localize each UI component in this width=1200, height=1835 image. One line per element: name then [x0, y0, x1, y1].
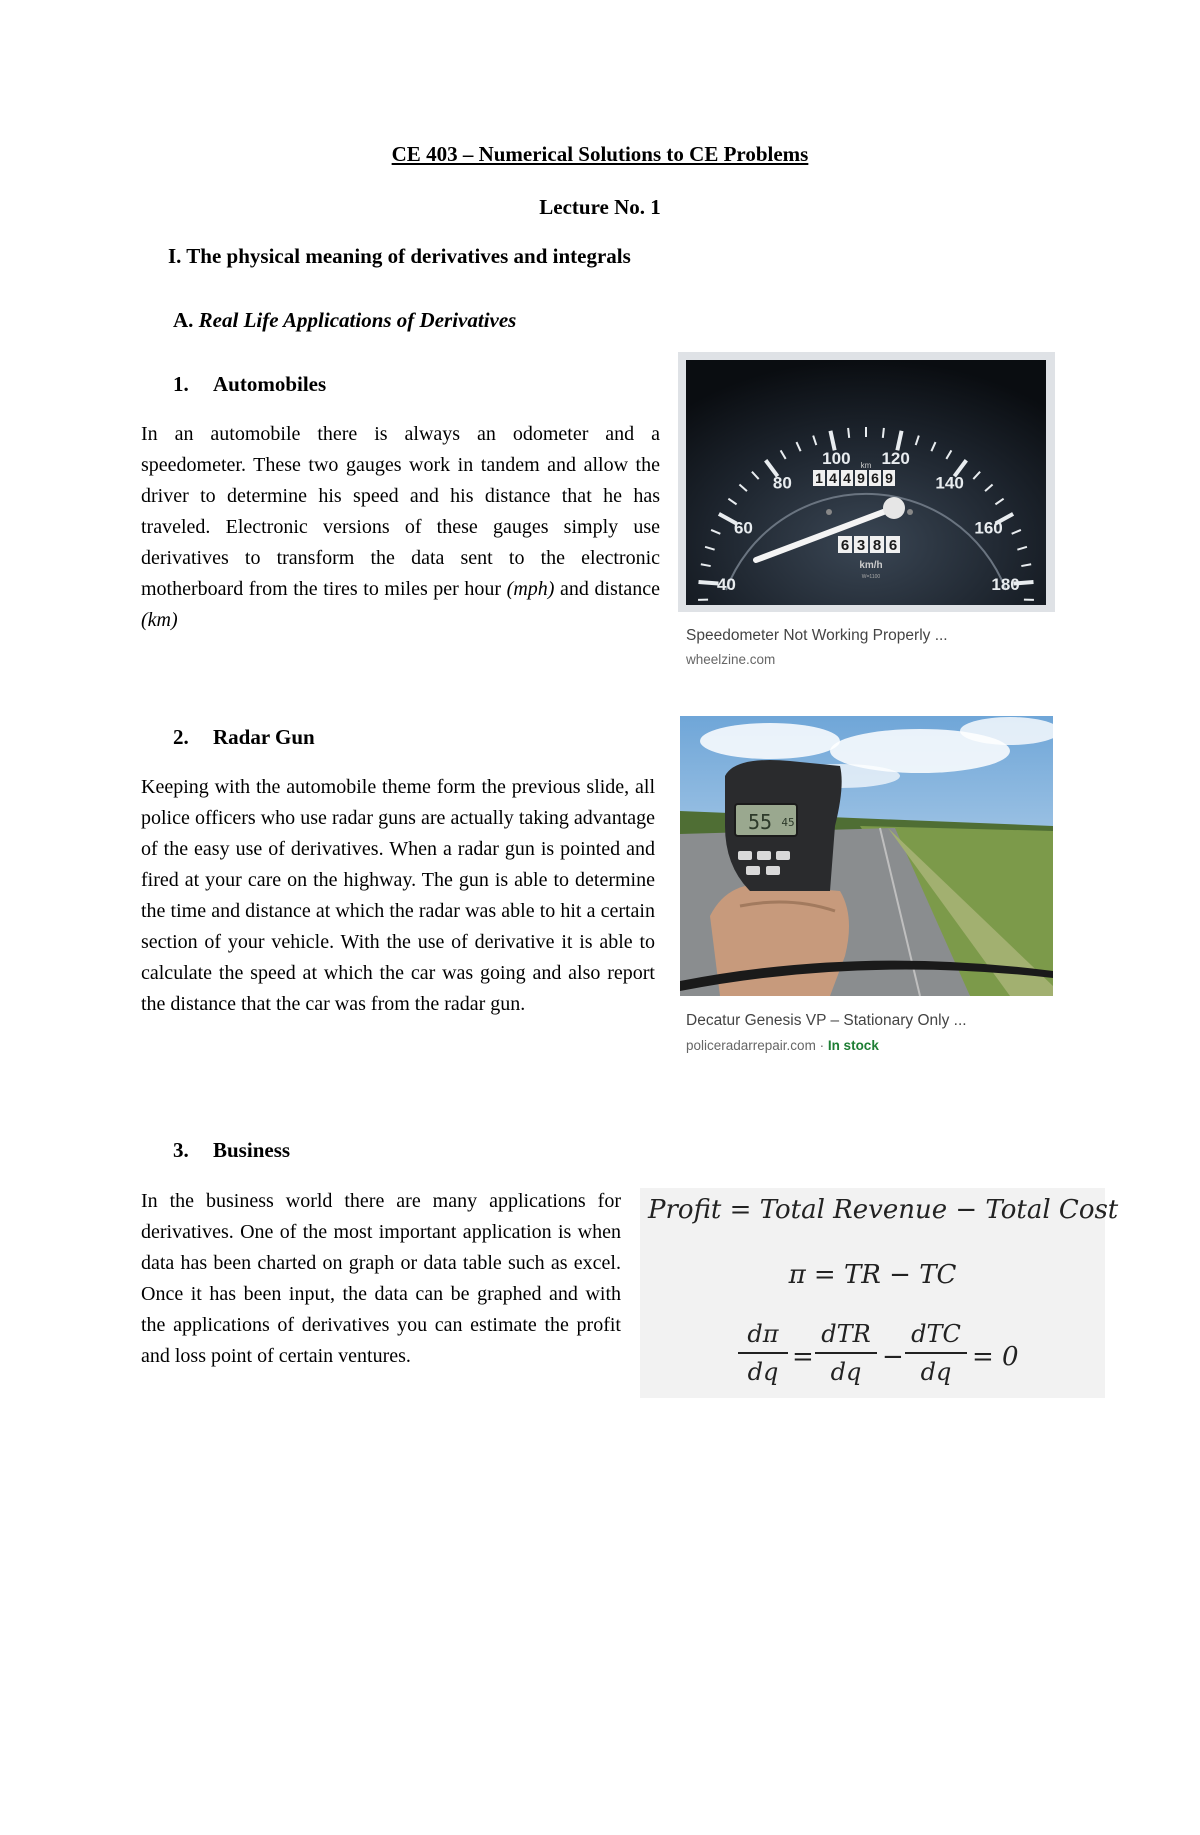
fraction-numerator: dTR [821, 1320, 871, 1348]
stock-status: In stock [827, 1038, 879, 1053]
speed-label: 140 [935, 473, 964, 493]
needle-hub [883, 497, 905, 519]
odometer-digit: 9 [857, 470, 865, 486]
item-number: 2. [173, 725, 189, 749]
formula-line-pi: π = TR − TC [788, 1260, 957, 1290]
radar-display-small: 45 [781, 816, 795, 829]
image-source-radar[interactable] [686, 1038, 879, 1053]
course-title: CE 403 – Numerical Solutions to CE Problems [391, 142, 809, 166]
fraction-dtc-dq [905, 1320, 967, 1386]
lecture-number: Lecture No. 1 [539, 195, 661, 219]
image-caption-radar[interactable]: Decatur Genesis VP – Stationary Only ... [686, 1012, 967, 1029]
minor-tick [848, 428, 849, 438]
odometer-unit: km [860, 461, 872, 470]
subsection-letter: A. [173, 308, 194, 332]
odometer-digit: 6 [871, 470, 879, 486]
subsection-title: Real Life Applications of Derivatives [198, 308, 517, 332]
speed-label: 120 [881, 449, 910, 469]
item-heading-business [173, 1138, 290, 1163]
trip-digit: 6 [888, 537, 898, 554]
speed-label: 40 [716, 575, 736, 595]
paragraph-business: In the business world there are many applications for derivatives. One of the most important application is when data has been charted on graph or data table such as excel. Once it has been input, the data can be graphed and with the applications of derivatives you can estimate the profit and loss point of certain ventures. [141, 1190, 621, 1367]
source-domain: policeradarrepair.com [686, 1038, 816, 1053]
fraction-denominator: dq [830, 1358, 862, 1386]
trip-digit: 8 [872, 537, 882, 554]
speed-label: 60 [733, 518, 753, 538]
odometer-digit: 4 [829, 470, 837, 486]
image-source-speedometer[interactable]: wheelzine.com [686, 652, 776, 667]
section-heading: I. The physical meaning of derivatives and integrals [168, 244, 631, 268]
source-separator: · [815, 1038, 828, 1053]
radar-display-value: 55 [747, 810, 773, 834]
trip-digit: 3 [856, 537, 866, 554]
item-number: 3. [173, 1138, 189, 1162]
item-heading-automobiles [173, 372, 326, 397]
paragraph-automobiles [141, 419, 660, 636]
item-title: Automobiles [213, 372, 327, 396]
odometer-digit: 9 [885, 470, 893, 486]
speed-label: 80 [772, 473, 792, 493]
subsection-heading [173, 308, 516, 333]
unit-mph: (mph) [506, 578, 555, 600]
gauge-small-text: W=1100 [861, 574, 881, 580]
paragraph-text-mid: and distance [554, 578, 661, 600]
odometer-digit: 4 [843, 470, 851, 486]
formula-line-profit: Profit = Total Revenue − Total Cost [648, 1195, 1119, 1225]
fraction-numerator: dπ [747, 1320, 779, 1348]
speed-label: 180 [991, 575, 1020, 595]
fraction-dpi-dq [738, 1320, 788, 1386]
speed-label: 100 [822, 449, 851, 469]
fraction-denominator: dq [747, 1358, 779, 1386]
formula-minus: − [882, 1342, 904, 1372]
unit-km: (km) [141, 609, 178, 631]
item-number: 1. [173, 372, 189, 396]
formula-result: = 0 [972, 1342, 1019, 1372]
major-tick [699, 582, 719, 584]
formula-equals: = [792, 1342, 814, 1372]
fraction-numerator: dTC [911, 1320, 961, 1348]
trip-digit: 6 [840, 537, 850, 554]
odometer-digit: 1 [815, 470, 823, 486]
minor-tick [883, 428, 884, 438]
paragraph-text: In an automobile there is always an odometer and a speedometer. These two gauges work in tandem and allow the driver to determine his speed and his distance that he has traveled. Electronic versions of these gauges simply use derivatives to transform the data sent to the electronic motherboard from the tires to miles per hour [141, 423, 660, 600]
fraction-denominator: dq [920, 1358, 952, 1386]
radar-gun-image [680, 716, 1053, 996]
item-heading-radar-gun [173, 725, 315, 750]
image-caption-speedometer[interactable]: Speedometer Not Working Properly ... [686, 627, 948, 644]
paragraph-radar-gun: Keeping with the automobile theme form the previous slide, all police officers who use radar guns are actually taking advantage of the easy use of derivatives. When a radar gun is pointed and fired at your care on the highway. The gun is able to determine the time and distance at which the radar was able to hit a certain section of your vehicle. With the use of derivative it is able to calculate the speed at which the car was going and also report the distance that the car was from the radar gun. [141, 776, 655, 1015]
speedometer-image [686, 360, 1046, 605]
speed-label: 160 [974, 518, 1003, 538]
speed-unit: km/h [859, 560, 883, 571]
item-title: Radar Gun [213, 725, 315, 749]
item-title: Business [213, 1138, 291, 1162]
fraction-dtr-dq [815, 1320, 877, 1386]
